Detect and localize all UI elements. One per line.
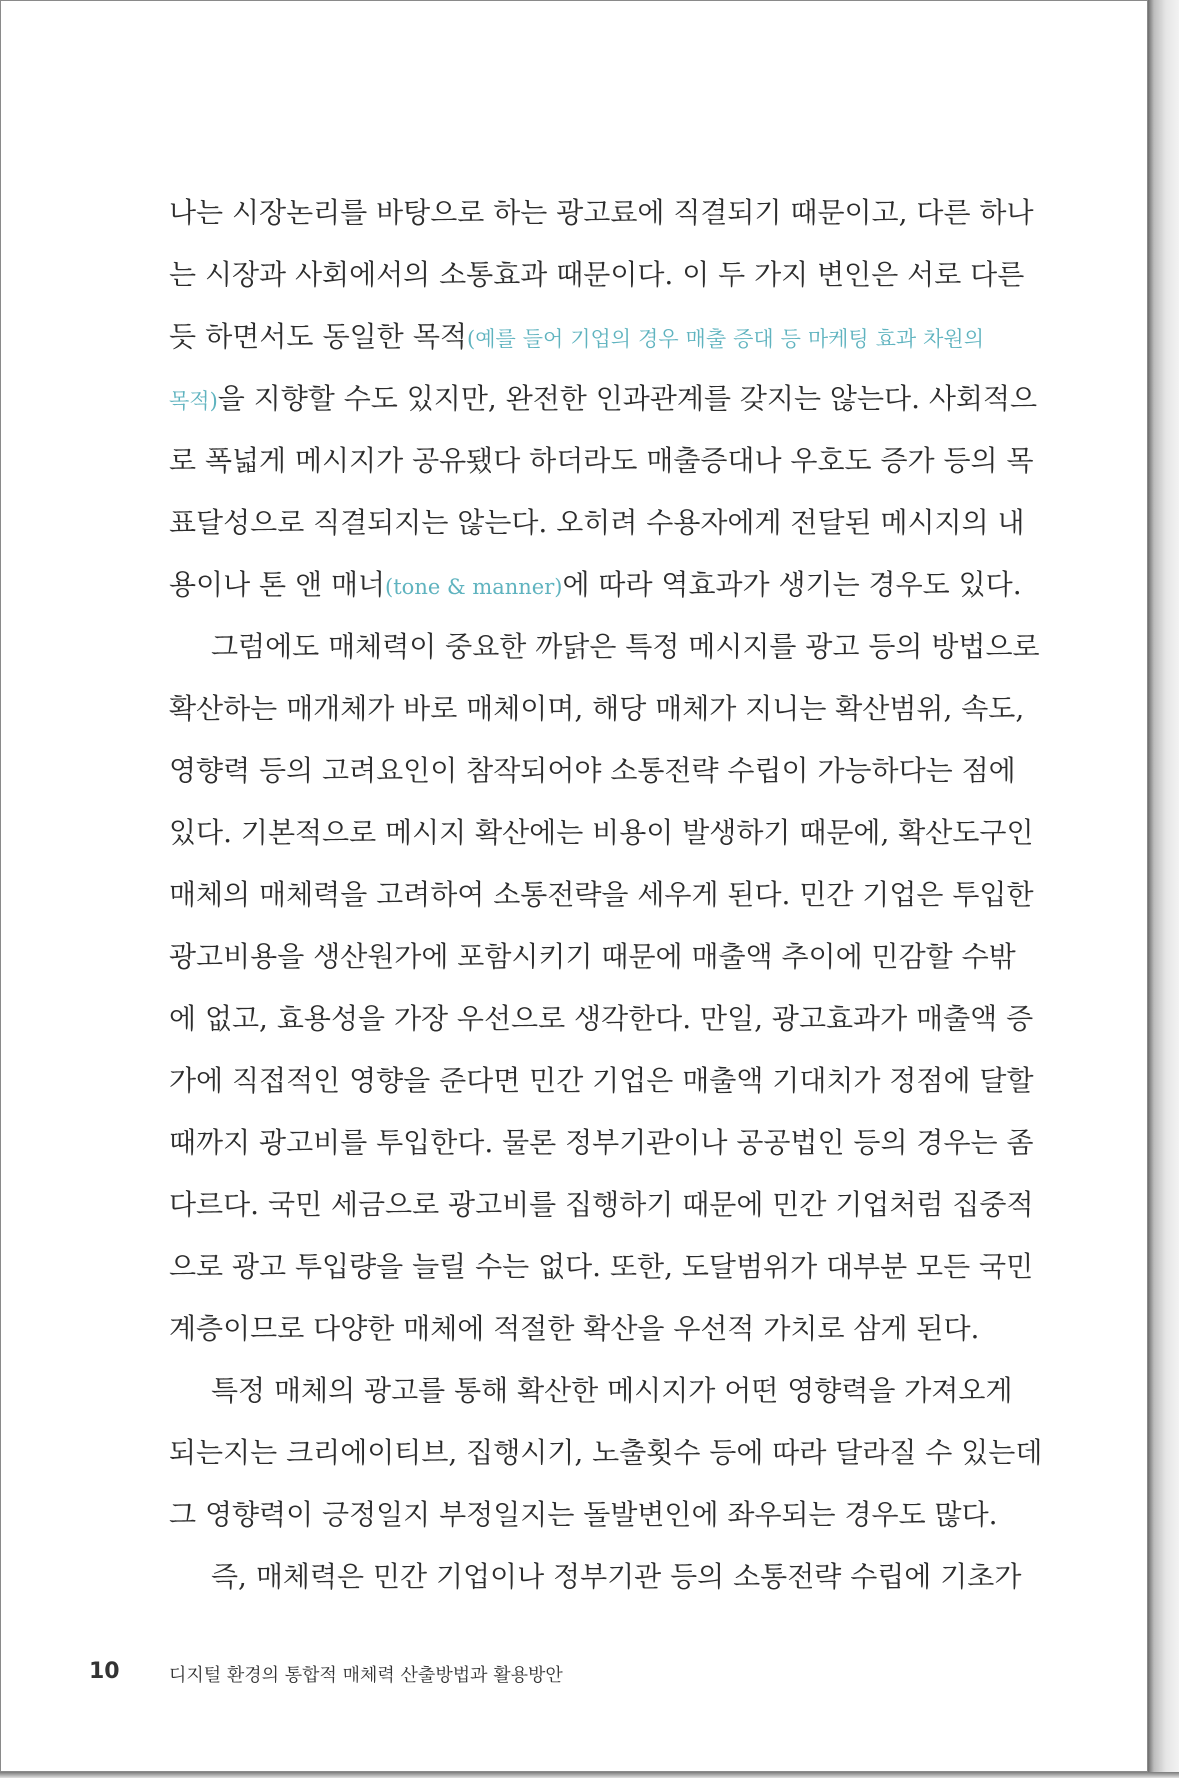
text-run: 그 영향력이 긍정일지 부정일지는 돌발변인에 좌우되는 경우도 많다.	[169, 1498, 998, 1531]
annotation-text: (예를 들어 기업의 경우 매출 증대 등 마케팅 효과 차원의	[467, 327, 984, 351]
text-line	[169, 1493, 998, 1555]
annotation-text: (tone & manner)	[385, 575, 563, 599]
text-run: 되는지는 크리에이티브, 집행시기, 노출횟수 등에 따라 달라질 수 있는데	[169, 1436, 1043, 1469]
text-line	[169, 749, 1016, 811]
text-run: 즉, 매체력은 민간 기업이나 정부기관 등의 소통전략 수립에 기초가	[211, 1560, 1022, 1593]
text-line	[169, 1245, 1034, 1307]
text-line	[169, 501, 1025, 563]
text-run: 가에 직접적인 영향을 준다면 민간 기업은 매출액 기대치가 정점에 달할	[169, 1064, 1034, 1097]
body-text	[169, 191, 1043, 1617]
text-line	[169, 377, 1038, 439]
page-bottom-shadow	[0, 1772, 1179, 1778]
text-line	[169, 811, 1034, 873]
text-run: 로 폭넓게 메시지가 공유됐다 하더라도 매출증대나 우호도 증가 등의 목	[169, 444, 1034, 477]
text-line	[169, 935, 1016, 997]
paragraph	[169, 191, 1038, 625]
page-number: 10	[89, 1659, 120, 1684]
text-line	[169, 687, 1025, 749]
text-run: 에 없고, 효용성을 가장 우선으로 생각한다. 만일, 광고효과가 매출액 증	[169, 1002, 1034, 1035]
text-line	[169, 439, 1034, 501]
text-run: 매체의 매체력을 고려하여 소통전략을 세우게 된다. 민간 기업은 투입한	[169, 878, 1034, 911]
page-edge-shadow	[1148, 0, 1179, 1778]
text-line	[169, 1307, 984, 1369]
text-line	[169, 1555, 1022, 1617]
text-run: 특정 매체의 광고를 통해 확산한 메시지가 어떤 영향력을 가져오게	[211, 1374, 1013, 1407]
text-run: 있다. 기본적으로 메시지 확산에는 비용이 발생하기 때문에, 확산도구인	[169, 816, 1034, 849]
running-head: 디지털 환경의 통합적 매체력 산출방법과 활용방안	[169, 1665, 563, 1686]
paragraph	[169, 625, 1040, 1369]
text-line	[169, 1431, 1043, 1493]
text-run: 용이나 톤 앤 매너	[169, 568, 386, 601]
text-run: 그럼에도 매체력이 중요한 까닭은 특정 메시지를 광고 등의 방법으로	[211, 630, 1040, 663]
text-run: 확산하는 매개체가 바로 매체이며, 해당 매체가 지니는 확산범위, 속도,	[169, 692, 1025, 725]
text-run: 광고비용을 생산원가에 포함시키기 때문에 매출액 추이에 민감할 수밖	[169, 940, 1016, 973]
text-line	[169, 873, 1034, 935]
annotation-text: 목적)	[169, 389, 218, 413]
text-run: 영향력 등의 고려요인이 참작되어야 소통전략 수립이 가능하다는 점에	[169, 754, 1016, 787]
text-run: 나는 시장논리를 바탕으로 하는 광고료에 직결되기 때문이고, 다른 하나	[169, 196, 1034, 229]
text-line	[169, 253, 1025, 315]
text-line	[169, 1369, 1013, 1431]
text-run: 에 따라 역효과가 생기는 경우도 있다.	[562, 568, 1022, 601]
text-run: 계층이므로 다양한 매체에 적절한 확산을 우선적 가치로 삼게 된다.	[169, 1312, 980, 1345]
text-line	[169, 997, 1034, 1059]
text-run: 다르다. 국민 세금으로 광고비를 집행하기 때문에 민간 기업처럼 집중적	[169, 1188, 1034, 1221]
text-line	[169, 563, 1022, 625]
text-run: 으로 광고 투입량을 늘릴 수는 없다. 또한, 도달범위가 대부분 모든 국민	[169, 1250, 1034, 1283]
text-run: 는 시장과 사회에서의 소통효과 때문이다. 이 두 가지 변인은 서로 다른	[169, 258, 1025, 291]
text-line	[169, 1121, 1034, 1183]
text-run: 을 지향할 수도 있지만, 완전한 인과관계를 갖지는 않는다. 사회적으	[217, 382, 1038, 415]
text-line	[169, 1059, 1034, 1121]
paragraph	[169, 1555, 1022, 1617]
text-run: 표달성으로 직결되지는 않는다. 오히려 수용자에게 전달된 메시지의 내	[169, 506, 1025, 539]
text-line	[169, 315, 984, 377]
text-line	[169, 1183, 1034, 1245]
text-line	[169, 625, 1040, 687]
paragraph	[169, 1369, 1043, 1555]
text-run: 듯 하면서도 동일한 목적	[169, 320, 467, 353]
text-line	[169, 191, 1034, 253]
text-run: 때까지 광고비를 투입한다. 물론 정부기관이나 공공법인 등의 경우는 좀	[169, 1126, 1034, 1159]
